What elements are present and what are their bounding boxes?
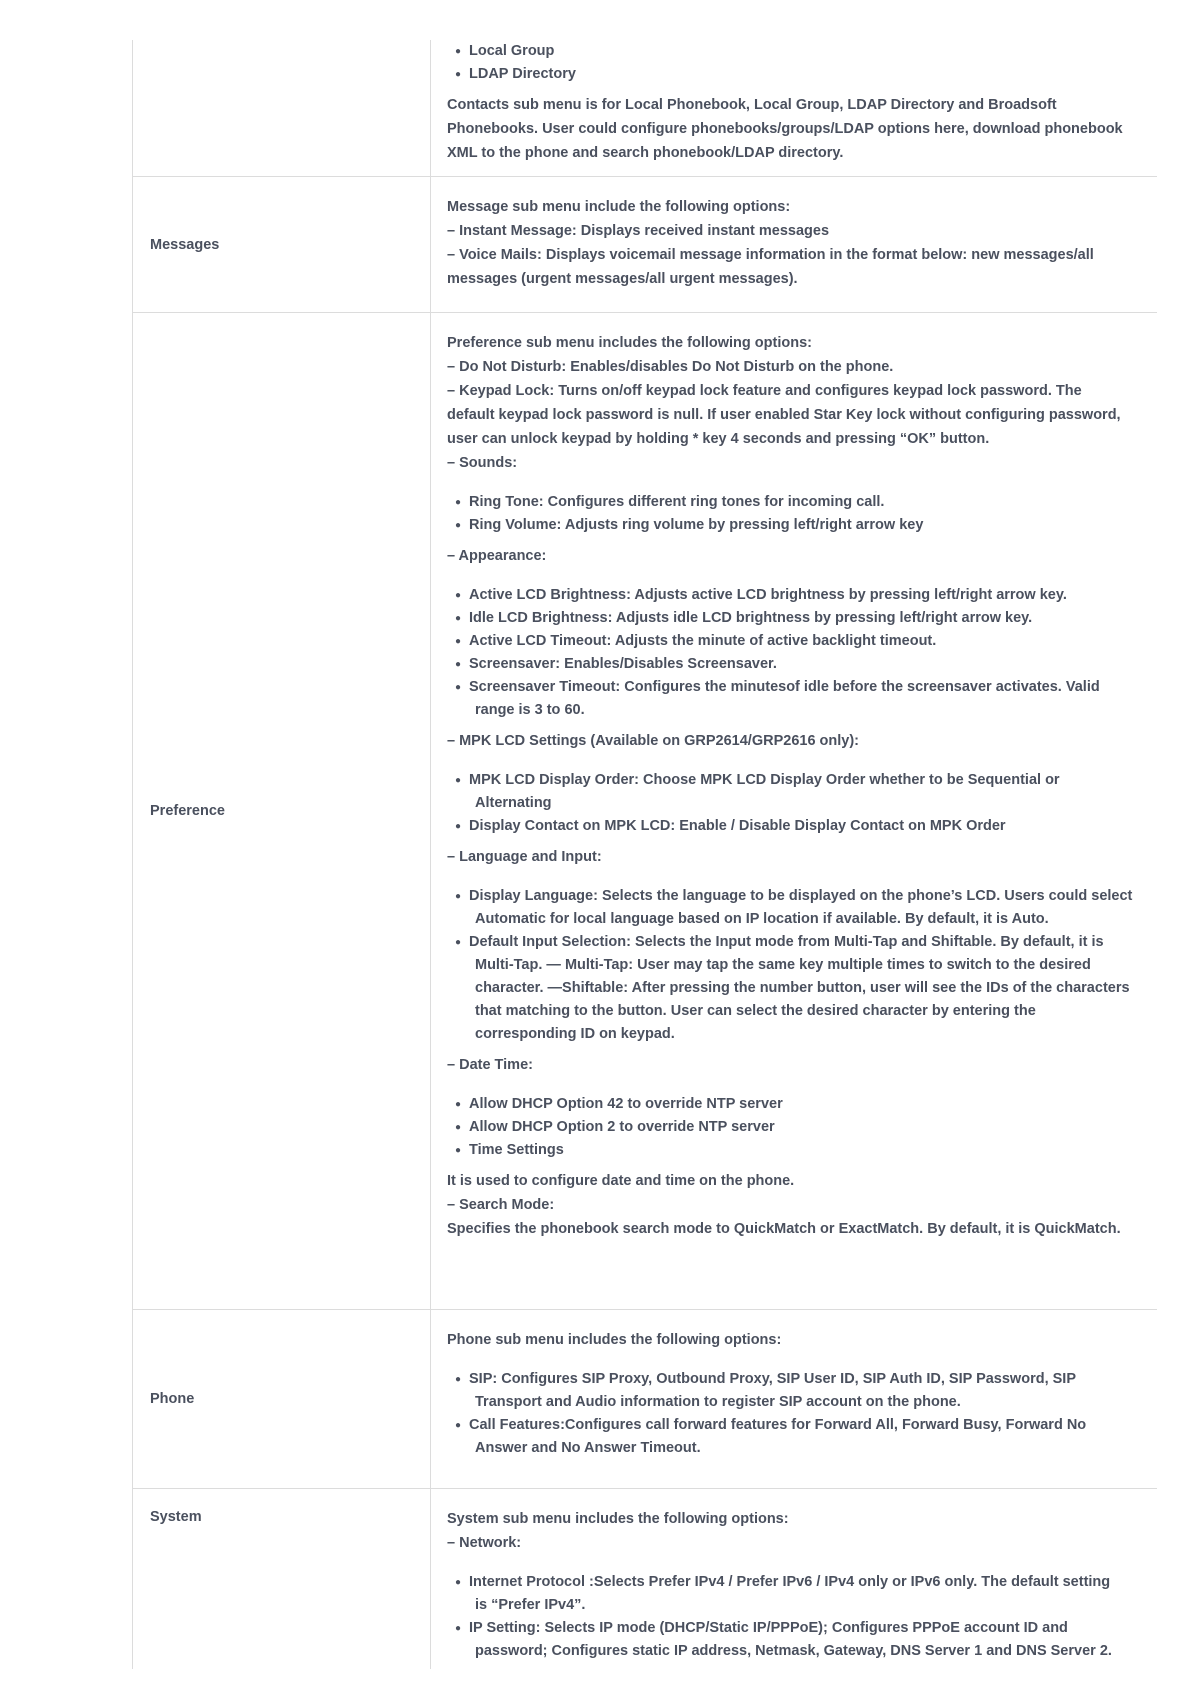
table-row-system: [132, 1489, 1157, 1669]
appearance-bullet-list: [447, 584, 1157, 722]
row-label-cell: [132, 40, 431, 176]
description-line: – Do Not Disturb: Enables/disables Do Not Disturb on the phone.: [447, 359, 894, 375]
description-line: Message sub menu include the following options:: [447, 199, 791, 215]
list-item: ● Call Features:Configures call forward features for Forward All, Forward Busy, Forward No Answer and No Answer Timeout.: [469, 1414, 1157, 1460]
list-item: ● LDAP Directory: [469, 63, 1157, 86]
list-item: ● Idle LCD Brightness: Adjusts idle LCD brightness by pressing left/right arrow key.: [469, 607, 1157, 630]
section-heading: – Date Time:: [447, 1057, 533, 1073]
network-bullet-list: [447, 1571, 1157, 1663]
table-row-contacts: [132, 40, 1157, 177]
row-label-cell: [132, 313, 431, 1309]
section-heading: – MPK LCD Settings (Available on GRP2614/GRP2616 only):: [447, 733, 860, 749]
contacts-bullet-list: [447, 40, 1157, 86]
description-line: – Network:: [447, 1535, 522, 1551]
description-line: – Voice Mails: Displays voicemail message information in the format below: new messages/all: [447, 247, 1094, 263]
row-description-cell: [431, 1489, 1157, 1669]
description-line: user can unlock keypad by holding * key 4 seconds and pressing “OK” button.: [447, 431, 990, 447]
row-label-messages: Messages: [150, 236, 220, 253]
row-label-cell: [132, 177, 431, 312]
datetime-bullet-list: [447, 1093, 1157, 1162]
list-item: ● IP Setting: Selects IP mode (DHCP/Static IP/PPPoE); Configures PPPoE account ID and password; Configures static IP address, Netmask, Gateway, DNS Server 1 and DNS Server 2.: [469, 1617, 1157, 1663]
row-label-cell: [132, 1310, 431, 1488]
list-item: ● Screensaver Timeout: Configures the minutesof idle before the screensaver activates. Valid range is 3 to 60.: [469, 676, 1157, 722]
list-item: ● Allow DHCP Option 2 to override NTP server: [469, 1116, 1157, 1139]
row-label-system: System: [150, 1509, 202, 1525]
submenu-table: [132, 40, 1157, 1669]
list-item: ● MPK LCD Display Order: Choose MPK LCD Display Order whether to be Sequential or Alternating: [469, 769, 1157, 815]
description-line: Preference sub menu includes the following options:: [447, 335, 812, 351]
row-label-preference: Preference: [150, 803, 225, 819]
row-description-cell: [431, 313, 1157, 1309]
list-item: ● Local Group: [469, 40, 1157, 63]
list-item: ● Screensaver: Enables/Disables Screensaver.: [469, 653, 1157, 676]
table-row-messages: [132, 177, 1157, 313]
list-item: ● Internet Protocol :Selects Prefer IPv4 / Prefer IPv6 / IPv4 only or IPv6 only. The default setting is “Prefer IPv4”.: [469, 1571, 1157, 1617]
description-line: – Sounds:: [447, 455, 518, 471]
list-item: ● SIP: Configures SIP Proxy, Outbound Proxy, SIP User ID, SIP Auth ID, SIP Password, SIP Transport and Audio information to register SIP account on the phone.: [469, 1368, 1157, 1414]
description-line: System sub menu includes the following options:: [447, 1511, 789, 1527]
list-item: ● Time Settings: [469, 1139, 1157, 1162]
section-heading: – Appearance:: [447, 548, 547, 564]
table-row-preference: [132, 313, 1157, 1310]
description-line: Specifies the phonebook search mode to QuickMatch or ExactMatch. By default, it is QuickMatch.: [447, 1221, 1121, 1237]
list-item: ● Ring Tone: Configures different ring tones for incoming call.: [469, 491, 1157, 514]
row-label-phone: Phone: [150, 1391, 195, 1407]
description-line: – Search Mode:: [447, 1197, 555, 1213]
row-description-cell: [431, 40, 1157, 176]
description-line: XML to the phone and search phonebook/LDAP directory.: [447, 145, 844, 161]
row-description-cell: [431, 1310, 1157, 1488]
mpk-bullet-list: [447, 769, 1157, 838]
description-line: – Instant Message: Displays received instant messages: [447, 223, 830, 239]
list-item: ● Active LCD Timeout: Adjusts the minute of active backlight timeout.: [469, 630, 1157, 653]
section-heading: – Language and Input:: [447, 849, 602, 865]
list-item: ● Display Language: Selects the language to be displayed on the phone’s LCD. Users could select Automatic for local language based on IP location if available. By default, it is Auto.: [469, 885, 1157, 931]
description-line: Phonebooks. User could configure phonebooks/groups/LDAP options here, download phonebook: [447, 121, 1123, 137]
description-line: messages (urgent messages/all urgent messages).: [447, 271, 798, 287]
description-line: Phone sub menu includes the following options:: [447, 1332, 782, 1348]
list-item: ● Ring Volume: Adjusts ring volume by pressing left/right arrow key: [469, 514, 1157, 537]
list-item: ● Active LCD Brightness: Adjusts active LCD brightness by pressing left/right arrow key.: [469, 584, 1157, 607]
sounds-bullet-list: [447, 491, 1157, 537]
phone-bullet-list: [447, 1368, 1157, 1460]
list-item: ● Display Contact on MPK LCD: Enable / Disable Display Contact on MPK Order: [469, 815, 1157, 838]
table-row-phone: [132, 1310, 1157, 1489]
description-line: – Keypad Lock: Turns on/off keypad lock feature and configures keypad lock password. The: [447, 383, 1082, 399]
description-line: default keypad lock password is null. If user enabled Star Key lock without configuring password,: [447, 407, 1121, 423]
row-description-cell: [431, 177, 1157, 312]
description-line: It is used to configure date and time on the phone.: [447, 1173, 795, 1189]
row-label-cell: [132, 1489, 431, 1669]
language-bullet-list: [447, 885, 1157, 1046]
description-line: Contacts sub menu is for Local Phonebook, Local Group, LDAP Directory and Broadsoft: [447, 97, 1057, 113]
list-item: ● Default Input Selection: Selects the Input mode from Multi-Tap and Shiftable. By default, it is Multi-Tap. — Multi-Tap: User may tap the same key multiple times to switch to the desired character. —Shiftable: After pressing the number button, user will see the IDs of the characters that matching to the button. User can select the desired character by entering the corresponding ID on keypad.: [469, 931, 1157, 1046]
list-item: ● Allow DHCP Option 42 to override NTP server: [469, 1093, 1157, 1116]
